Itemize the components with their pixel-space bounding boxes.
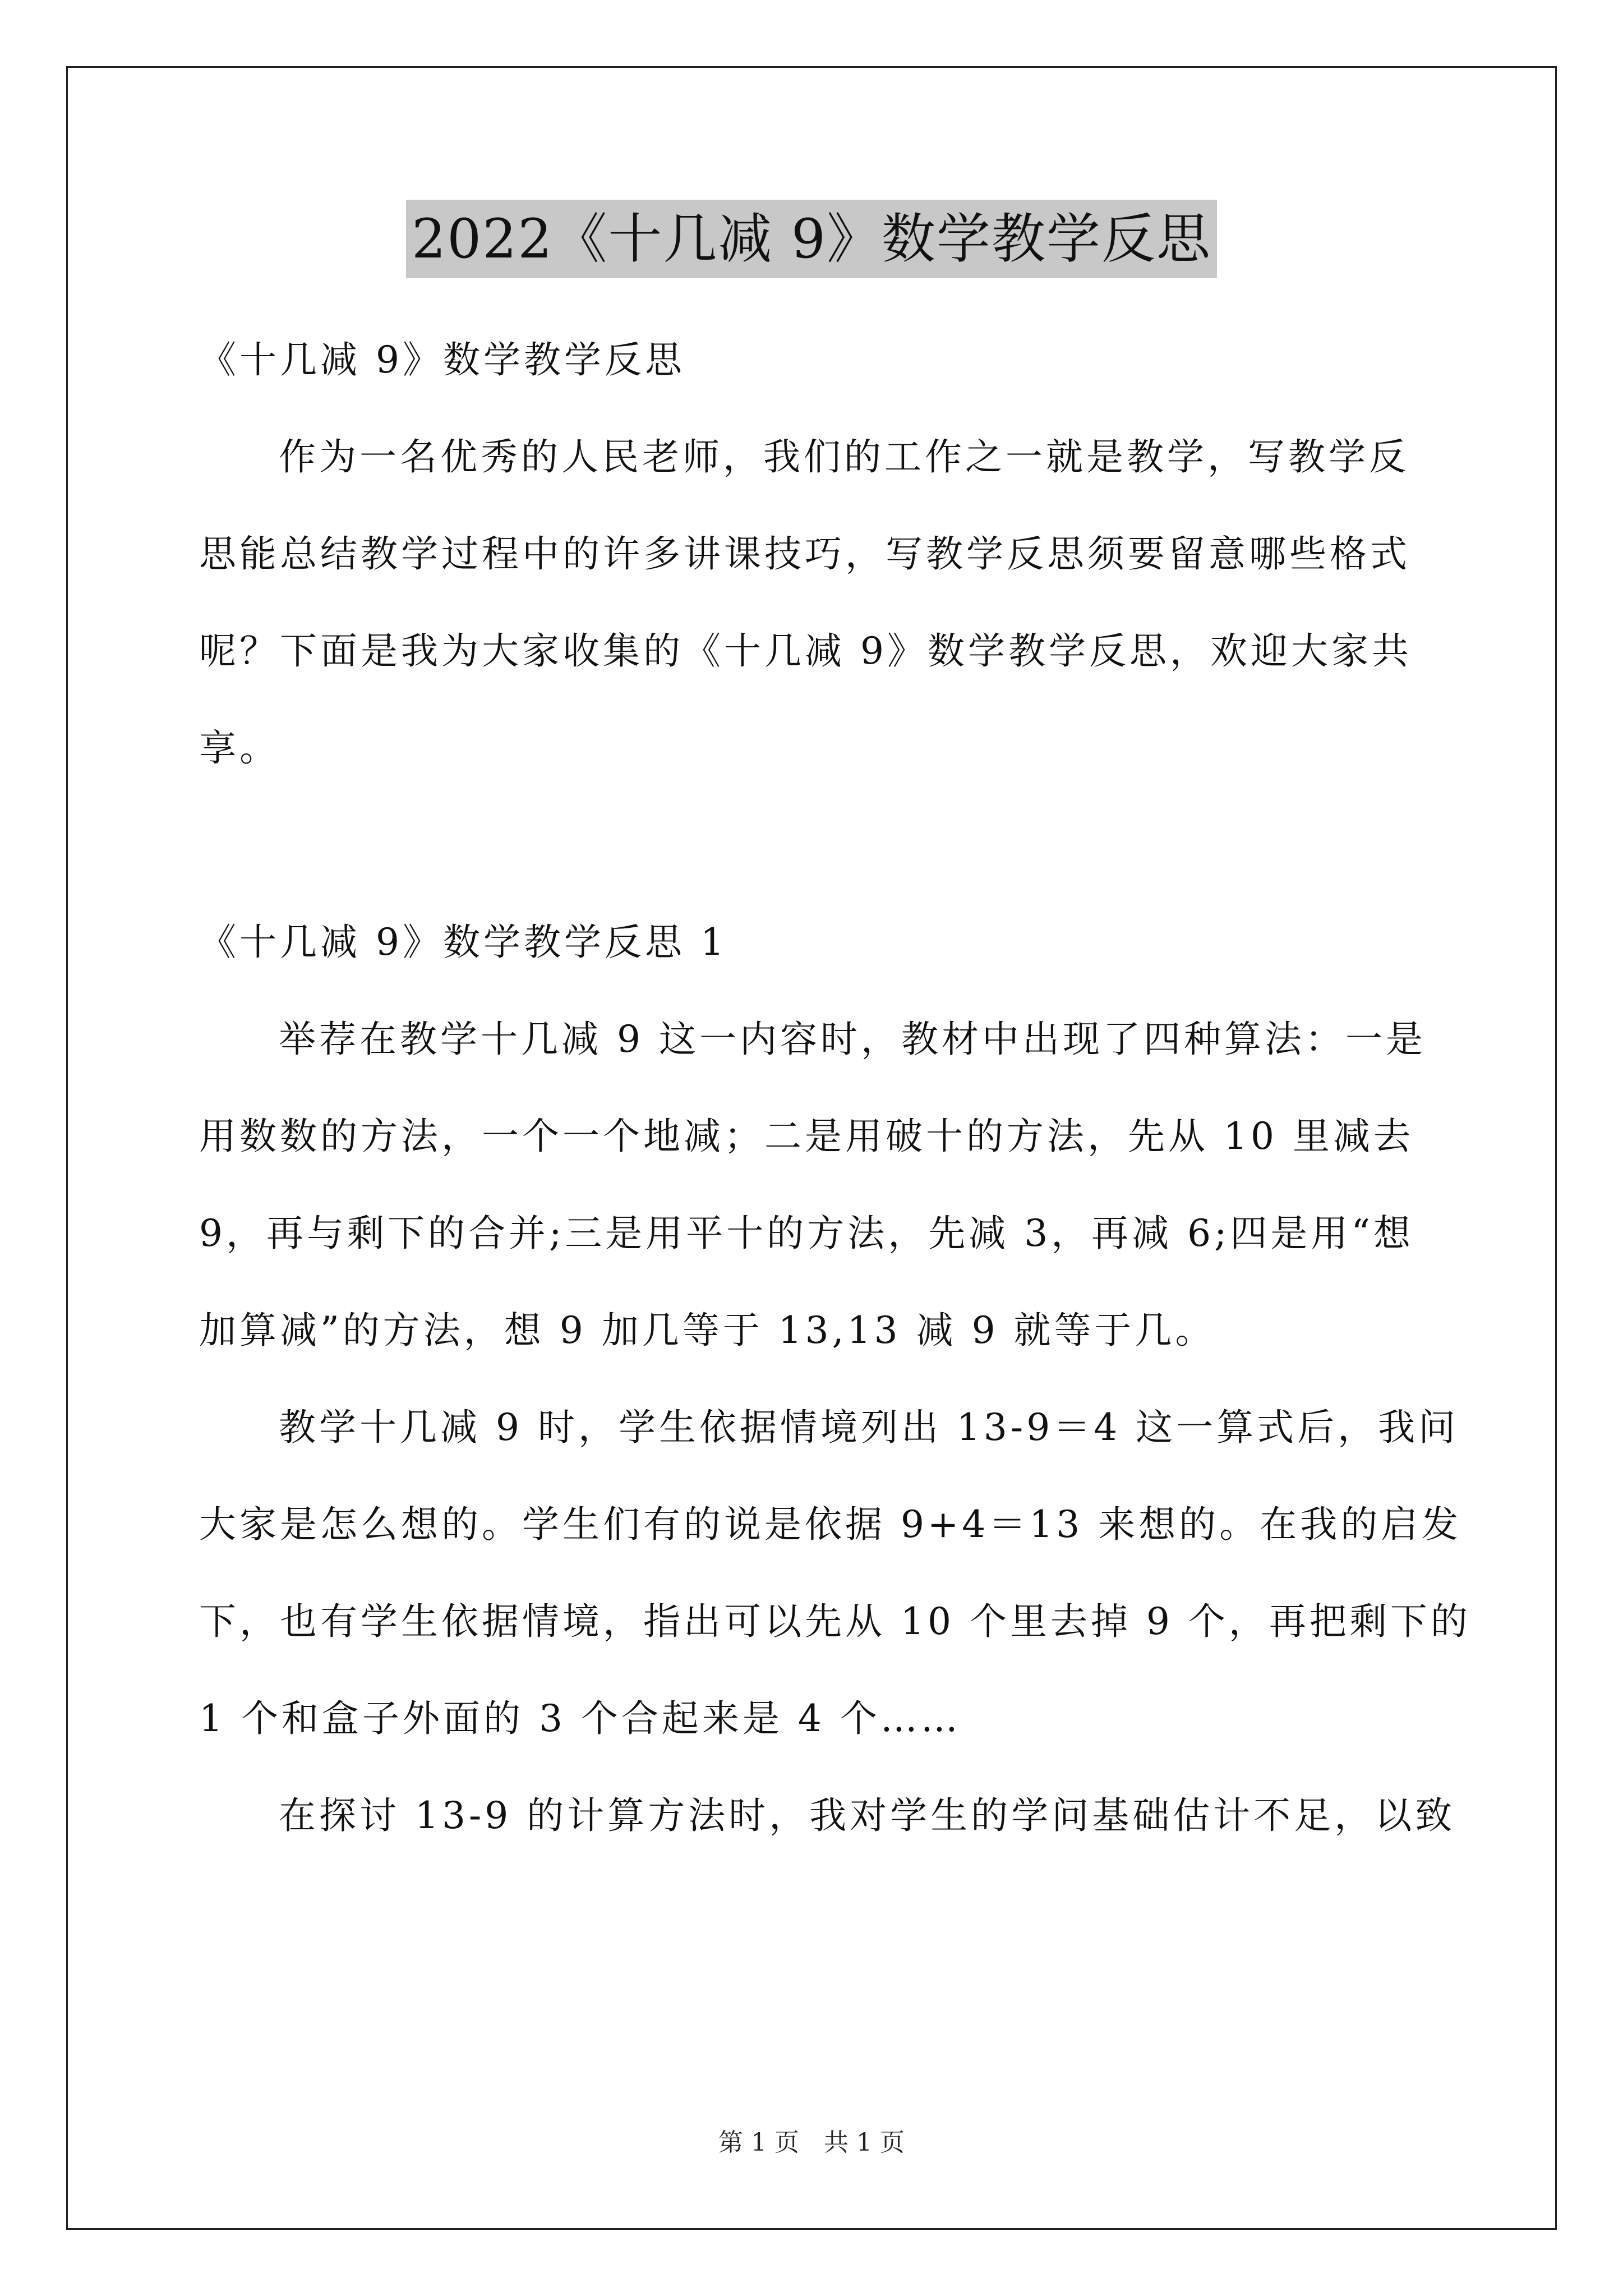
paragraph-3 [199, 1767, 1456, 1864]
paragraph-line: 9，再与剩下的合并;三是用平十的方法，先减 3，再减 6;四是用“想 [199, 1212, 1414, 1255]
intro-paragraph [199, 408, 1433, 797]
subtitle: 《十几减 9》数学教学反思 [199, 338, 685, 381]
document-body [199, 311, 1471, 1864]
paragraph-line: 大家是怎么想的。学生们有的说是依据 9+4＝13 来想的。在我的启发 [199, 1503, 1462, 1546]
paragraph-line: 教学十几减 9 时，学生依据情境列出 13-9＝4 这一算式后，我问 [279, 1406, 1459, 1449]
paragraph-1 [199, 991, 1433, 1379]
paragraph-line: 举荐在教学十几减 9 这一内容时，教材中出现了四种算法：一是 [279, 1018, 1426, 1061]
paragraph-gap [199, 797, 1433, 894]
page-footer: 第 1 页 共 1 页 [718, 2128, 905, 2157]
intro-line: 呢？下面是我为大家收集的《十几减 9》数学教学反思，欢迎大家共 [199, 629, 1412, 673]
paragraph-2 [199, 1379, 1471, 1767]
intro-line: 思能总结教学过程中的许多讲课技巧，写教学反思须要留意哪些格式 [199, 532, 1410, 576]
section-heading: 《十几减 9》数学教学反思 1 [199, 921, 727, 964]
paragraph-line: 1 个和盒子外面的 3 个合起来是 4 个…… [199, 1697, 961, 1740]
document-title: 2022《十几减 9》数学教学反思 [406, 200, 1217, 278]
paragraph-line: 在探讨 13-9 的计算方法时，我对学生的学问基础估计不足，以致 [279, 1794, 1456, 1837]
paragraph-line: 加算减”的方法，想 9 加几等于 13,13 减 9 就等于几。 [199, 1309, 1216, 1352]
intro-line: 作为一名优秀的人民老师，我们的工作之一就是教学，写教学反 [279, 435, 1409, 478]
paragraph-line: 用数数的方法，一个一个地减；二是用破十的方法，先从 10 里减去 [199, 1115, 1414, 1158]
intro-line: 享。 [199, 726, 280, 770]
title-wrap [0, 200, 1623, 278]
paragraph-line: 下，也有学生依据情境，指出可以先从 10 个里去掉 9 个，再把剩下的 [199, 1600, 1471, 1643]
